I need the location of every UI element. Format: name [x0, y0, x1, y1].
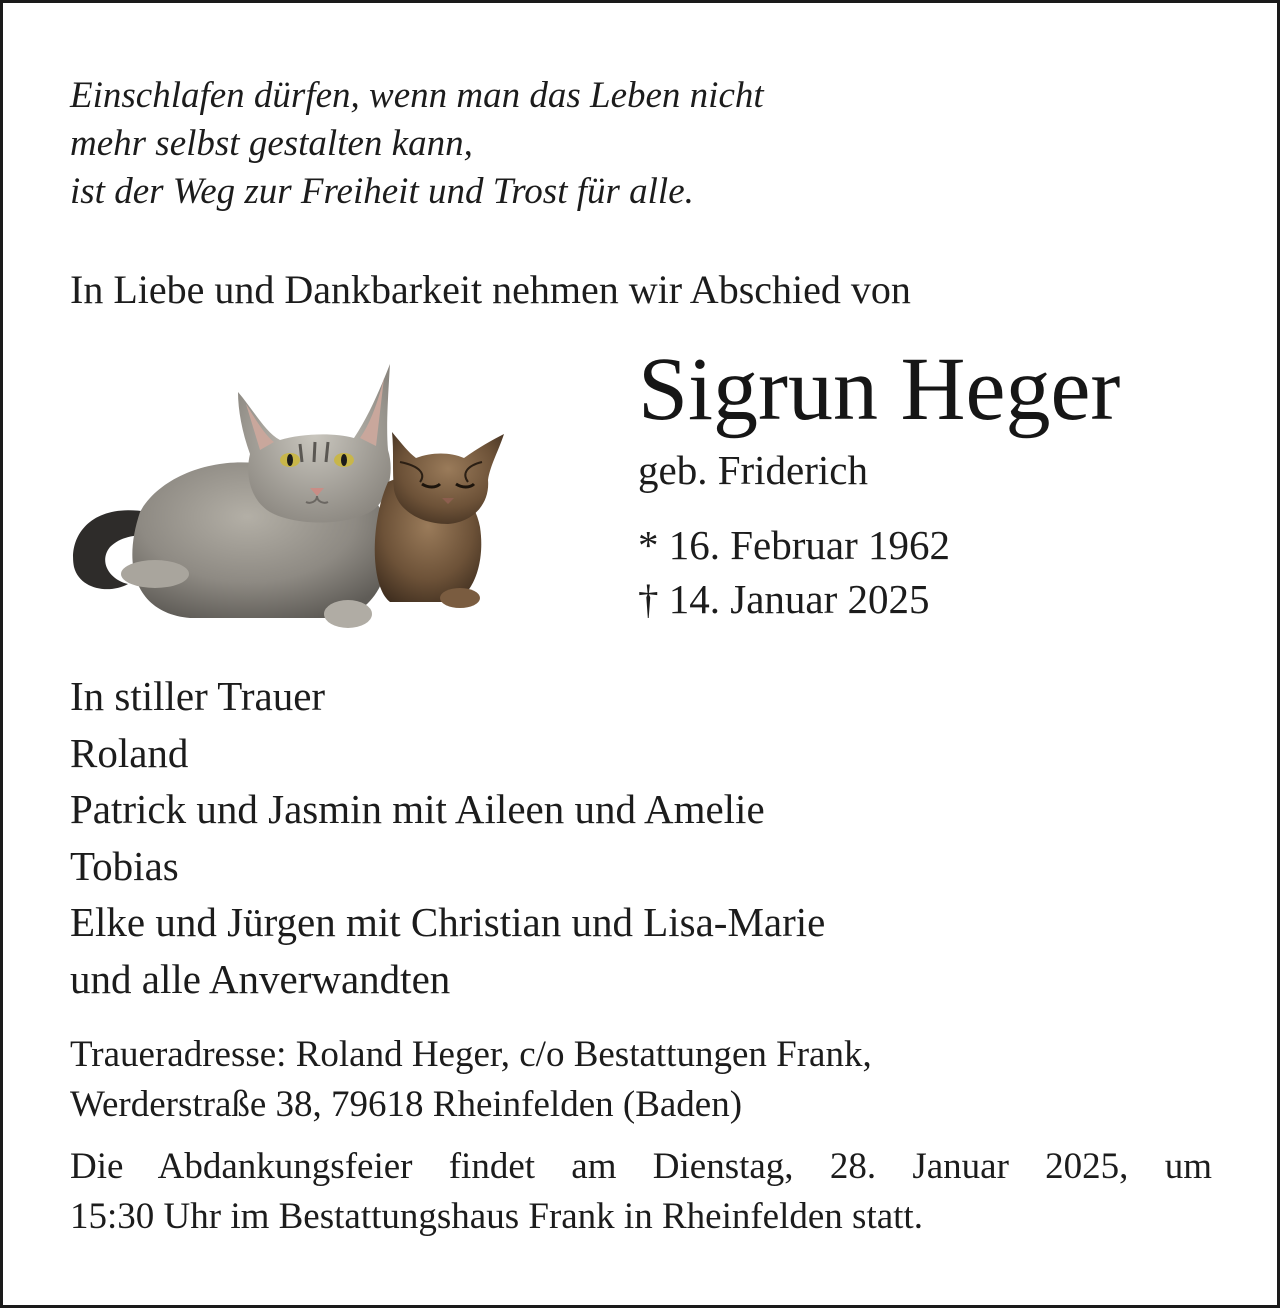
grey-cat-paw — [324, 600, 372, 628]
farewell-intro: In Liebe und Dankbarkeit nehmen wir Abschied von — [70, 267, 911, 312]
address-line: Werderstraße 38, 79618 Rheinfelden (Baden) — [70, 1084, 743, 1125]
mourner-entry: Patrick und Jasmin mit Aileen und Amelie — [70, 786, 765, 832]
mourner-entry: und alle Anverwandten — [70, 955, 451, 1002]
life-dates — [638, 518, 950, 626]
poem-line: mehr selbst gestalten kann, — [70, 123, 473, 164]
mourners-heading: In stiller Trauer — [70, 673, 326, 719]
mourner-entry: Elke und Jürgen mit Christian und Lisa-Marie — [70, 899, 826, 945]
kitten-head — [392, 432, 504, 524]
ceremony-info — [70, 1142, 1212, 1242]
poem-line: Einschlafen dürfen, wenn man das Leben nicht — [70, 75, 764, 116]
birth-name: geb. Friderich — [638, 447, 868, 493]
ceremony-line: Die Abdankungsfeier findet am Dienstag, 28. Januar 2025, um — [70, 1146, 1212, 1187]
address-line: Traueradresse: Roland Heger, c/o Bestattungen Frank, — [70, 1034, 872, 1075]
deceased-name: Sigrun Heger — [638, 340, 1121, 439]
poem-line: ist der Weg zur Freiheit und Trost für alle. — [70, 171, 694, 212]
kitten-paw — [440, 588, 480, 608]
mourner-entry: Roland — [70, 729, 189, 776]
cats-photo — [70, 362, 506, 632]
death-date: † 14. Januar 2025 — [638, 576, 930, 622]
poem — [70, 72, 764, 216]
mourning-address — [70, 1030, 872, 1130]
ceremony-line: 15:30 Uhr im Bestattungshaus Frank in Rheinfelden statt. — [70, 1196, 923, 1237]
grey-cat-paw — [121, 560, 189, 588]
mourner-entry: Tobias — [70, 842, 179, 889]
mourners — [70, 668, 825, 1007]
birth-date: * 16. Februar 1962 — [638, 522, 951, 568]
